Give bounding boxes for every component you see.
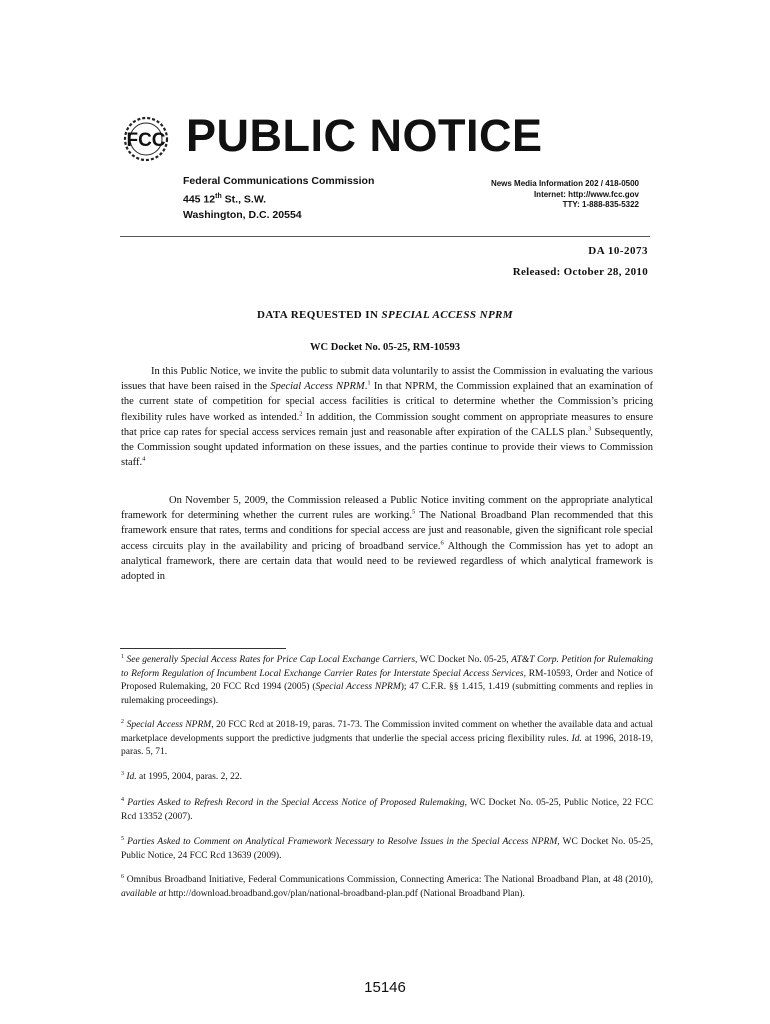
- footnote-ref: 5: [411, 508, 416, 516]
- page-title: PUBLIC NOTICE: [186, 110, 543, 161]
- body-paragraph-1: In this Public Notice, we invite the public to submit data voluntarily to assist the Commission in evaluating the various issues that have been raised in the Special Access NPRM.$^1$ In that NPRM, the Commission explained that an examination of the current state of competition for special access facilities is critical to determine whether the Commission’s pricing flexibility rules have worked as intended.$^2$ In addition, the Commission sought comment on appropriate measures to ensure that price cap rates for special access services remain just and reasonable after expiration of the CALLS plan.$^3$ Subsequently, the Commission sought updated information on these issues, and the parties continue to provide their views to Commission staff.$^4$: [121, 366, 653, 469]
- footnote-ref: 2: [299, 410, 303, 418]
- footnote-5: $^5$ Parties Asked to Comment on Analytical Framework Necessary to Resolve Issues in the Special Access NPRM, WC Docket No. 05-25, Public Notice, 24 FCC Rcd 13639 (2009).: [121, 835, 654, 861]
- footnote-ref: 1: [367, 379, 371, 387]
- footnote-ref: 4: [142, 455, 146, 463]
- docket-number: WC Docket No. 05-25, RM-10593: [310, 342, 460, 353]
- footnote-divider: [120, 648, 286, 649]
- agency-name: Federal Communications Commission: [183, 175, 375, 187]
- da-number: DA 10-2073: [588, 245, 648, 257]
- release-date: Released: October 28, 2010: [512, 266, 648, 278]
- footnote-ref: 3: [588, 425, 592, 433]
- body-paragraph-2: On November 5, 2009, the Commission released a Public Notice inviting comment on the appropriate analytical framework for determining whether the current rules are working.$^5$ The National Broadband Plan recommended that this framework ensure that rates, terms and conditions for special access are just and reasonable, given the significant role special access circuits play in the availability and pricing of broadband service.$^6$ Although the Commission has yet to adopt an analytical framework, there are certain data that would need to be reviewed regardless of which analytical framework is adopted in: [121, 495, 653, 583]
- footnote-ref: 6: [440, 539, 444, 547]
- media-info: News Media Information 202 / 418-0500: [490, 179, 639, 188]
- tty-line: TTY: 1-888-835-5322: [562, 200, 639, 209]
- logo-text: FCC: [126, 130, 166, 151]
- media-contact: [491, 179, 639, 211]
- notice-heading: DATA REQUESTED IN SPECIAL ACCESS NPRM: [257, 309, 513, 321]
- fcc-seal-logo: [122, 114, 174, 164]
- internet-link: Internet: http://www.fcc.gov: [533, 189, 639, 199]
- agency-address: [183, 174, 374, 223]
- page-number: 15146: [364, 979, 406, 996]
- footnote-6: $^6$ Omnibus Broadband Initiative, Federal Communications Commission, Connecting America: The National Broadband Plan, at 48 (2010), available at http://download.broadband.gov/plan/national-broadband-plan.pdf (National Broadband Plan).: [121, 873, 654, 899]
- footnote-1: $^1$ See generally Special Access Rates for Price Cap Local Exchange Carriers, WC Docket No. 05-25, AT&T Corp. Petition for Rulemaking to Reform Regulation of Incumbent Local Exchange Carrier Rates for Interstate Special Access Services, RM-10593, Order and Notice of Proposed Rulemaking, 20 FCC Rcd 1994 (2005) (Special Access NPRM); 47 C.F.R. §§ 1.415, 1.419 (submitting comments and replies in rulemaking proceedings).: [121, 653, 654, 707]
- footnote-4: $^4$ Parties Asked to Refresh Record in the Special Access Notice of Proposed Rulemaking, WC Docket No. 05-25, Public Notice, 22 FCC Rcd 13352 (2007).: [121, 796, 653, 822]
- footnote-2: $^2$ Special Access NPRM, 20 FCC Rcd at 2018-19, paras. 71-73. The Commission invited comment on whether the available data and actual marketplace developments support the predictive judgments that underlie the special access pricing flexibility rules. Id. at 1996, 2018-19, paras. 5, 71.: [121, 718, 654, 758]
- header-divider: [120, 236, 650, 237]
- street-address: 445 12th St., S.W.: [183, 193, 267, 206]
- footnote-3: $^3$ Id. at 1995, 2004, paras. 2, 22.: [121, 770, 242, 782]
- city-line: Washington, D.C. 20554: [183, 208, 302, 221]
